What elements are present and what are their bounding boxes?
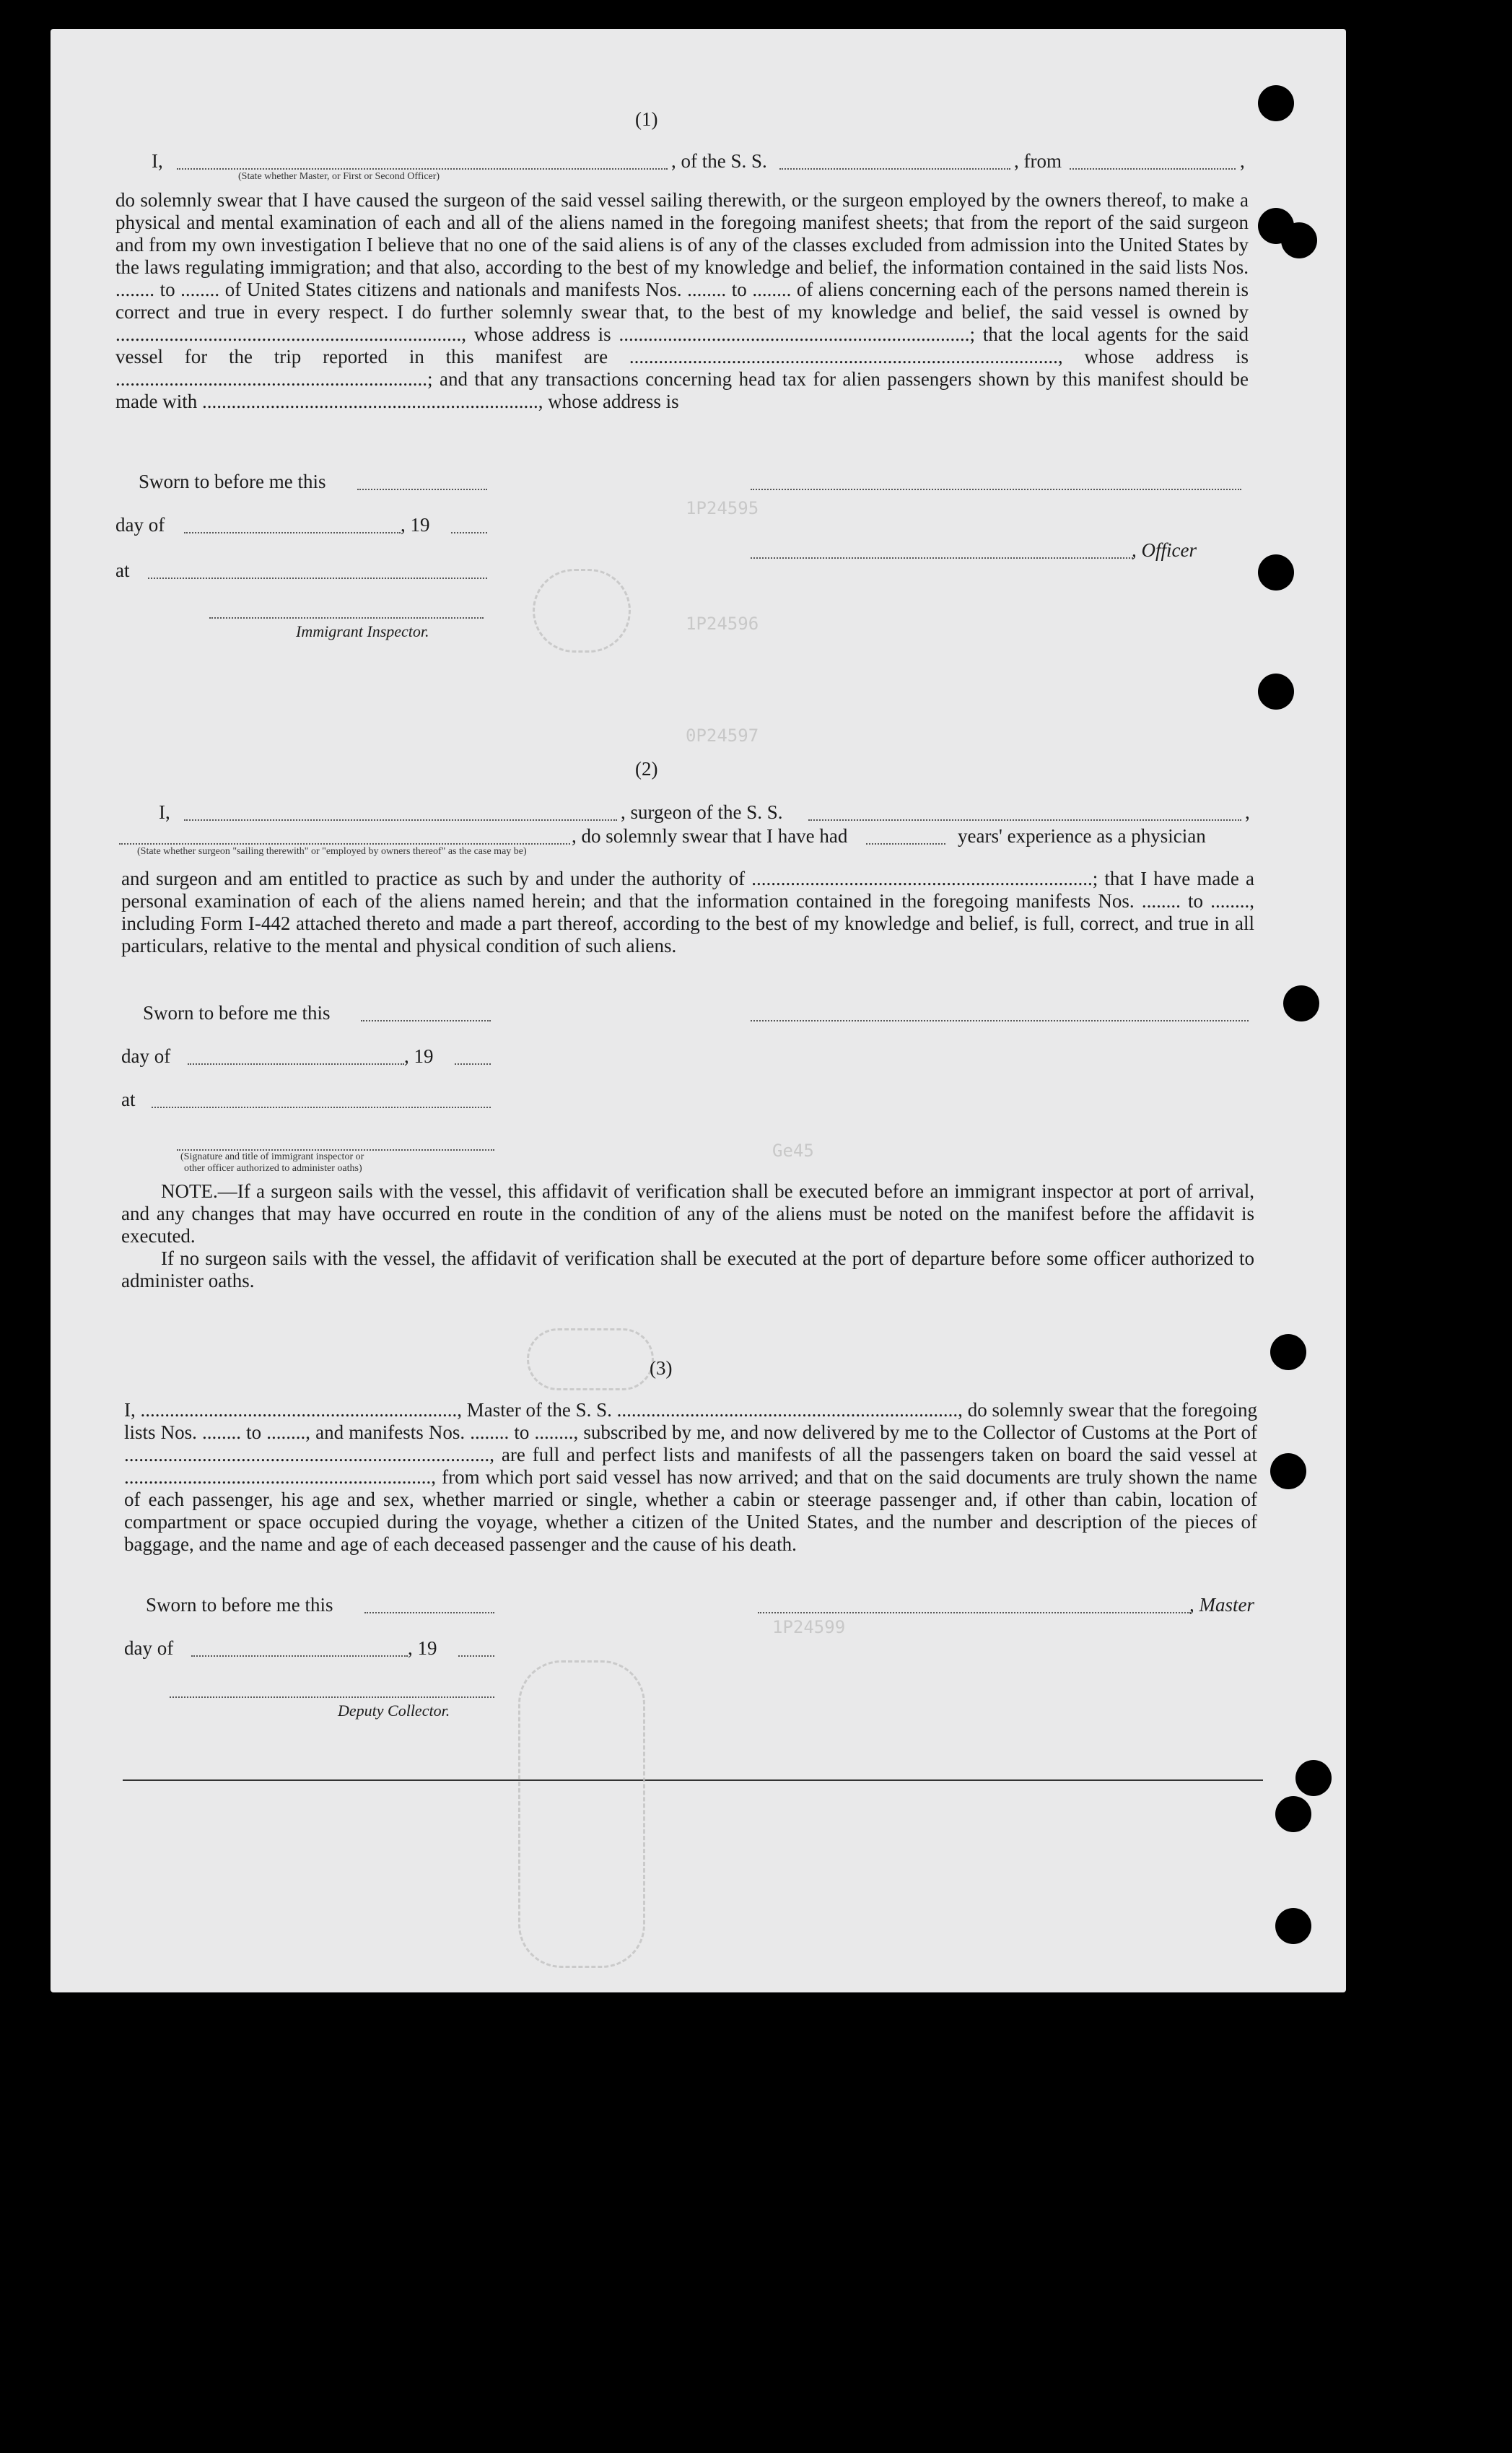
section-3-number: (3) (650, 1357, 673, 1379)
manifest-verification-sheet (51, 29, 1346, 1992)
footer-rule (123, 1779, 1263, 1781)
s1-sworn-label: Sworn to before me this (139, 471, 326, 492)
s1-year-field[interactable] (451, 532, 487, 533)
s2-inspector-signature-line[interactable] (177, 1149, 494, 1151)
faint-stamp (533, 569, 631, 653)
s2-years: years' experience as a physician (958, 825, 1206, 847)
binder-hole (1275, 1796, 1311, 1832)
binder-hole (1258, 554, 1294, 591)
binder-hole (1275, 1908, 1311, 1944)
bleed-through-text: 1P24599 (772, 1617, 846, 1637)
s3-sworn-day-field[interactable] (364, 1612, 494, 1613)
s2-surgeon-of: , surgeon of the S. S. (621, 801, 783, 823)
s2-year-field[interactable] (455, 1063, 491, 1065)
bleed-through-text: 1P24595 (686, 498, 759, 518)
s1-oath-body: do solemnly swear that I have caused the surgeon of the said vessel sailing therewith, or the surgeon employed by the owners thereof, to make a physical and mental examination of each and all of the aliens named in the foregoing manifest sheets; that from the report of the said surgeon and from my own investigation I believe that no one of the said aliens is of any of the classes excluded from admission into the United States by the laws regulating immigration; and that also, according to the best of my knowledge and belief, the information contained in the said lists Nos. ........ to ........ of United States citizens and nationals and manifests Nos. ........ to ........ of aliens concerning each of the persons named therein is correct and true in every respect. I do further solemnly swear that, to the best of my knowledge and belief, the said vessel is owned by ......................................................................., whose address is ........................................................................; that the local agents for the said vessel for the trip reported in this manifest are ........................................................................................, whose address is ................................................................; and that any transactions concerning head tax for alien passengers shown by this manifest should be made with ....................................................................., whose address is (115, 189, 1249, 412)
s2-note-2: If no surgeon sails with the vessel, the affidavit of verification shall be executed at the port of departure before some officer authorized to administer oaths. (121, 1247, 1254, 1291)
s2-sworn-day-field[interactable] (361, 1020, 491, 1021)
bleed-through-text: Ge45 (772, 1141, 814, 1161)
s2-i: I, (159, 801, 170, 823)
officer-rank-field[interactable] (177, 168, 668, 170)
s1-i: I, (152, 150, 163, 172)
s2-sig-note-2: other officer authorized to administer oaths) (184, 1163, 362, 1174)
departure-port-field[interactable] (1070, 168, 1236, 170)
s1-inspector-label: Immigrant Inspector. (296, 622, 429, 640)
s1-sworn-day-field[interactable] (357, 489, 487, 490)
binder-hole (1258, 85, 1294, 121)
s2-year-label: , 19 (404, 1045, 434, 1067)
s2-swear: , do solemnly swear that I have had (572, 825, 848, 847)
s3-year-label: , 19 (408, 1637, 437, 1659)
bleed-through-text: 1P24596 (686, 614, 759, 634)
s3-collector-label: Deputy Collector. (338, 1702, 450, 1720)
s2-day-label: day of (121, 1045, 171, 1067)
note-text: —If a surgeon sails with the vessel, this affidavit of verification shall be executed before an immigrant inspector at port of arrival, and any changes that may have occurred en route in the condition of any of the aliens must be noted on the manifest before the affidavit is executed. (121, 1180, 1254, 1247)
surgeon-status-field[interactable] (119, 843, 570, 845)
s2-oath-body: and surgeon and am entitled to practice as such by and under the authority of ......................................................................; that I have made a personal examination of each of the aliens named herein; and that the information contained in the foregoing manifests Nos. ........ to ........, including Form I-442 attached thereto and made a part thereof, according to the best of my knowledge and belief, is full, correct, and true in all particulars, relative to the mental and physical condition of such aliens. (121, 868, 1254, 957)
s2-at-label: at (121, 1089, 136, 1110)
s3-sworn-label: Sworn to before me this (146, 1594, 333, 1616)
s3-month-field[interactable] (191, 1655, 408, 1657)
section-2-number: (2) (635, 758, 658, 780)
s1-officer-label: , Officer (1132, 539, 1197, 561)
s2-note (121, 1180, 1254, 1247)
binder-hole (1295, 1760, 1332, 1796)
s1-at-label: at (115, 559, 130, 581)
s2-ship-name-field[interactable] (808, 819, 1241, 821)
s2-month-field[interactable] (188, 1063, 404, 1065)
s2-status-note: (State whether surgeon "sailing therewith" or "employed by owners thereof" as the case may be) (137, 846, 527, 857)
s1-inspector-signature-line[interactable] (209, 617, 484, 619)
binder-hole (1270, 1453, 1306, 1489)
s3-collector-signature-line[interactable] (170, 1696, 494, 1698)
binder-hole (1258, 674, 1294, 710)
s2-place-field[interactable] (152, 1107, 491, 1108)
s3-master-signature-line[interactable] (758, 1612, 1191, 1613)
bleed-through-text: 0P24597 (686, 726, 759, 746)
binder-hole (1281, 222, 1317, 258)
ship-name-field[interactable] (779, 168, 1010, 170)
years-experience-field[interactable] (866, 843, 945, 845)
s2-signature-line[interactable] (751, 1020, 1249, 1021)
binder-hole (1270, 1334, 1306, 1370)
faint-stamp (518, 1660, 645, 1968)
s2-line-end: , (1245, 801, 1250, 823)
s1-year-label: , 19 (401, 514, 430, 536)
s1-line-end: , (1240, 150, 1245, 172)
surgeon-name-field[interactable] (184, 819, 617, 821)
note-label: NOTE. (161, 1180, 218, 1202)
section-1-number: (1) (635, 108, 658, 130)
s1-signature-line[interactable] (751, 489, 1241, 490)
s3-oath-body: I, ................................................................., Master of the S. S. ......................................................................, do solemnly swear that the foregoing lists Nos. ........ to ........, and manifests Nos. ........ to ........, subscribed by me, and now delivered by me to the Collector of Customs at the Port of ..........................................................................., are full and perfect lists and manifests of all the passengers taken on board the said vessel at ..............................................................., from which port said vessel has now arrived; and that on the said documents are truly shown the name of each passenger, his age and sex, whether married or single, whether a cabin or steerage passenger and, if other than cabin, location of compartment or space occupied during the voyage, whether a citizen of the United States, and the number and description of the pieces of baggage, and the name and age of each deceased passenger and the cause of his death. (124, 1399, 1257, 1555)
s1-month-field[interactable] (184, 532, 401, 533)
s1-rank-note: (State whether Master, or First or Second Officer) (238, 171, 440, 182)
s1-of-ss: , of the S. S. (671, 150, 767, 172)
s2-sworn-label: Sworn to before me this (143, 1002, 331, 1024)
s2-sig-note-1: (Signature and title of immigrant inspector or (180, 1151, 364, 1162)
binder-hole (1283, 985, 1319, 1021)
s3-master-label: , Master (1189, 1594, 1254, 1616)
s1-day-label: day of (115, 514, 165, 536)
s1-officer-line[interactable] (751, 557, 1133, 559)
s1-from: , from (1014, 150, 1062, 172)
s3-day-label: day of (124, 1637, 174, 1659)
faint-stamp (527, 1328, 654, 1390)
s3-year-field[interactable] (458, 1655, 494, 1657)
s1-place-field[interactable] (148, 578, 487, 579)
